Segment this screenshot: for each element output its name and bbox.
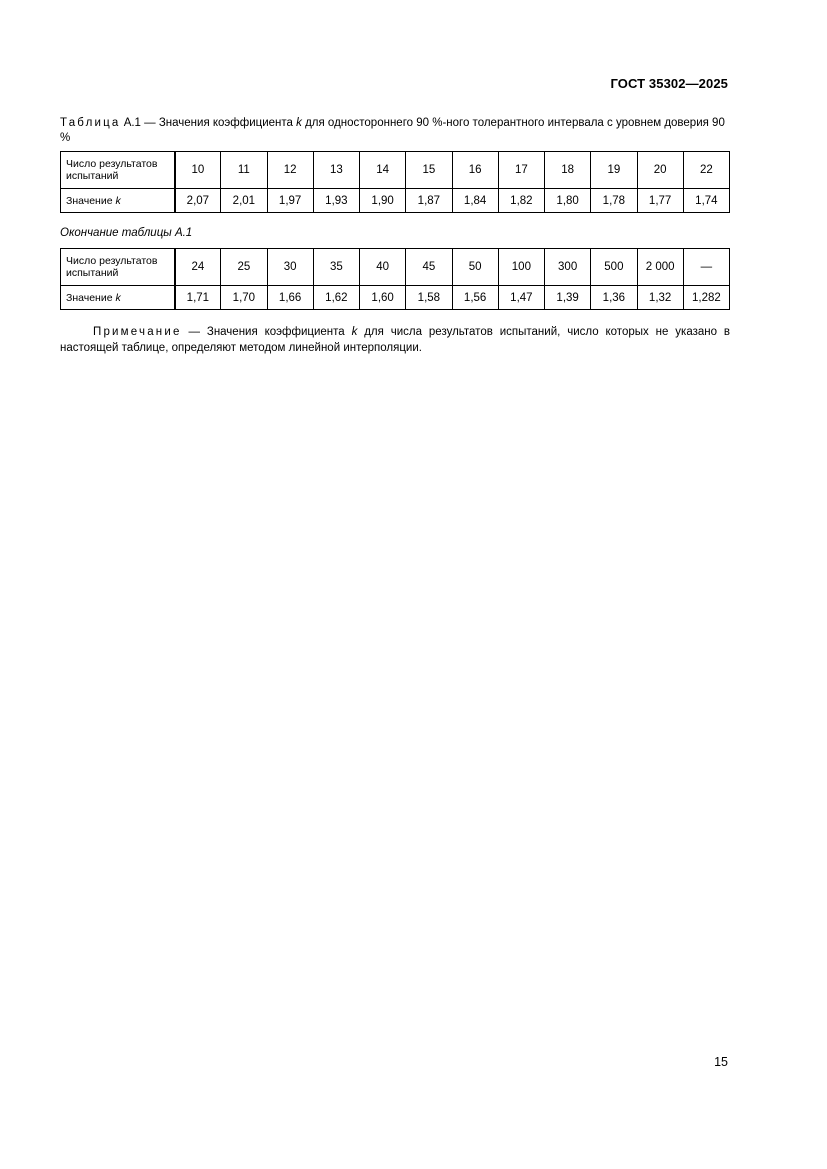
count-cell: 35: [313, 249, 359, 286]
value-cell: 1,47: [498, 286, 544, 310]
count-cell: 40: [360, 249, 406, 286]
count-cell: 100: [498, 249, 544, 286]
count-cell: 18: [545, 152, 591, 189]
caption-label: Таблица: [60, 117, 121, 129]
note-label: Примечание: [93, 326, 182, 338]
caption-number: А.1 — Значения коэффициента: [120, 117, 297, 129]
value-cell: 1,36: [591, 286, 637, 310]
value-cell: 1,87: [406, 189, 452, 213]
note-text-a: — Значения коэффициента: [181, 326, 352, 338]
count-cell: 2 000: [637, 249, 683, 286]
continuation-caption: Окончание таблицы А.1: [60, 227, 193, 239]
row-label-count: Число результатов испытаний: [61, 152, 175, 189]
table-row: [61, 249, 730, 286]
count-cell: 30: [267, 249, 313, 286]
value-cell: 1,56: [452, 286, 498, 310]
value-cell: 1,60: [360, 286, 406, 310]
count-cell: 300: [545, 249, 591, 286]
value-cell: 1,58: [406, 286, 452, 310]
value-cell: 1,82: [498, 189, 544, 213]
count-cell: 17: [498, 152, 544, 189]
value-cell: 1,84: [452, 189, 498, 213]
count-cell: 15: [406, 152, 452, 189]
count-cell: 45: [406, 249, 452, 286]
count-cell: 11: [221, 152, 267, 189]
count-cell: 19: [591, 152, 637, 189]
value-cell: 2,07: [175, 189, 221, 213]
coefficient-table-continuation: [60, 248, 730, 310]
value-cell: 1,77: [637, 189, 683, 213]
table-row: [61, 189, 730, 213]
value-cell: 2,01: [221, 189, 267, 213]
row-label-k-var: k: [115, 291, 121, 304]
count-cell: 20: [637, 152, 683, 189]
count-cell: 16: [452, 152, 498, 189]
value-cell: 1,32: [637, 286, 683, 310]
row-label-k-text: Значение: [66, 194, 116, 207]
count-cell: 24: [175, 249, 221, 286]
value-cell: 1,78: [591, 189, 637, 213]
count-cell: 10: [175, 152, 221, 189]
row-label-k-var: k: [115, 194, 121, 207]
count-cell: 25: [221, 249, 267, 286]
table-note: [60, 324, 730, 356]
value-cell: 1,282: [683, 286, 729, 310]
count-cell: 22: [683, 152, 729, 189]
row-label-count: Число результатов испытаний: [61, 249, 175, 286]
value-cell: 1,71: [175, 286, 221, 310]
count-cell: 14: [360, 152, 406, 189]
table-row: [61, 152, 730, 189]
count-cell: 13: [313, 152, 359, 189]
note-text-b: для числа результатов испытаний, число которых не указано в настоящей таблице, определяют методом линейной интерполяции.: [60, 326, 731, 354]
value-cell: 1,93: [313, 189, 359, 213]
value-cell: 1,90: [360, 189, 406, 213]
value-cell: 1,74: [683, 189, 729, 213]
table-caption: [60, 116, 730, 145]
caption-rest: для одностороннего 90 %-ного толерантного интервала с уровнем доверия 90 %: [60, 117, 725, 144]
count-cell: 500: [591, 249, 637, 286]
count-cell: 50: [452, 249, 498, 286]
value-cell: 1,70: [221, 286, 267, 310]
document-code: ГОСТ 35302—2025: [610, 76, 728, 91]
table-row: [61, 286, 730, 310]
row-label-k-text: Значение: [66, 291, 116, 304]
row-label-k: [61, 189, 175, 213]
count-cell: —: [683, 249, 729, 286]
value-cell: 1,97: [267, 189, 313, 213]
note-variable: k: [351, 326, 358, 338]
count-cell: 12: [267, 152, 313, 189]
page-number: 15: [714, 1055, 728, 1069]
row-label-k: [61, 286, 175, 310]
value-cell: 1,66: [267, 286, 313, 310]
caption-variable: k: [296, 117, 302, 129]
coefficient-table: [60, 151, 730, 213]
value-cell: 1,39: [545, 286, 591, 310]
value-cell: 1,62: [313, 286, 359, 310]
value-cell: 1,80: [545, 189, 591, 213]
